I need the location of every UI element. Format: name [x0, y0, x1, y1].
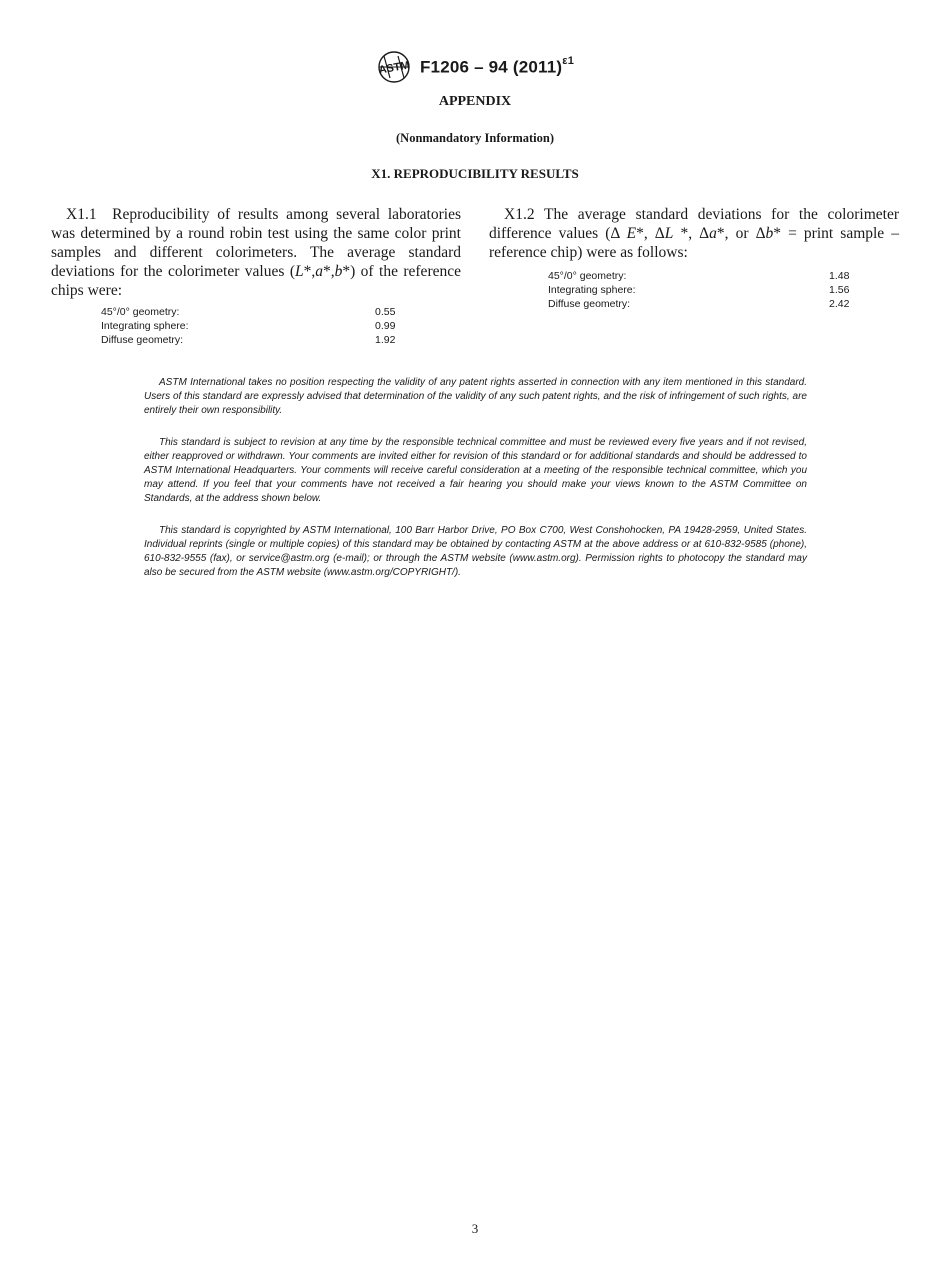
astm-logo-icon — [376, 50, 412, 84]
copyright-notice: This standard is copyrighted by ASTM International, 100 Barr Harbor Drive, PO Box C700, West Conshohocken, PA 19428-2959, United States. Individual reprints (single or multiple copies) of this standard may be obtained by contacting ASTM at the above address or at 610-832-9585 (phone), 610-832-9555 (fax), or service@astm.org (e-mail); or through the ASTM website (www.astm.org). Permission rights to photocopy the standard may also be secured from the ASTM website (www.astm.org/COPYRIGHT/). — [144, 525, 807, 578]
reproducibility-table-x1-1 — [101, 305, 401, 347]
appendix-title: APPENDIX — [438, 94, 512, 109]
paragraph-x1-2: X1.2 The average standard deviations for the colorimeter difference values (Δ E*, ΔL *, Δa*, or Δb* = print sample – reference chip) were as follows: — [489, 206, 900, 261]
standard-designation: F1206 – 94 $(2011)^{\varepsilon 1}$ — [419, 54, 575, 77]
svg-text:ASTM: ASTM — [377, 59, 411, 77]
paragraph-number: X1.1 — [66, 206, 97, 223]
table-row: Diffuse geometry: 1.92 — [101, 334, 396, 346]
epsilon-superscript: ε1 — [562, 54, 575, 67]
table-row: Integrating sphere: 0.99 — [101, 320, 396, 332]
page-number: 3 — [471, 1221, 479, 1236]
revision-notice: This standard is subject to revision at any time by the responsible technical committee and must be reviewed every five years and if not revised, either reapproved or withdrawn. Your comments are invited either for revision of this standard or for additional standards and should be addressed to ASTM International Headquarters. Your comments will receive careful consideration at a meeting of the responsible technical committee, which you may attend. If you feel that your comments have not received a fair hearing you should make your views known to the ASTM Committee on Standards, at the address shown below. — [144, 437, 807, 504]
table-row: 45°/0° geometry: 0.55 — [101, 306, 396, 318]
table-row: Integrating sphere: 1.56 — [548, 284, 850, 296]
table-row: Diffuse geometry: 2.42 — [548, 298, 850, 310]
paragraph-x1-1: X1.1 Reproducibility of results among several laboratories was determined by a round robin test using the same color print samples and different colorimeters. The average standard deviations for the colorimeter values (L*,a*,b*) of the reference chips were: — [51, 206, 461, 299]
section-title: X1. REPRODUCIBILITY RESULTS — [371, 166, 579, 181]
patent-notice: ASTM International takes no position respecting the validity of any patent rights asserted in connection with any item mentioned in this standard. Users of this standard are expressly advised that determination of the validity of any such patent rights, and the risk of infringement of such rights, are entirely their own responsibility. — [144, 377, 807, 416]
nonmandatory-label: (Nonmandatory Information) — [396, 131, 554, 145]
paragraph-number: X1.2 — [504, 206, 535, 223]
page-header — [0, 50, 950, 89]
table-row: 45°/0° geometry: 1.48 — [548, 270, 850, 282]
reproducibility-table-x1-2 — [548, 269, 858, 311]
